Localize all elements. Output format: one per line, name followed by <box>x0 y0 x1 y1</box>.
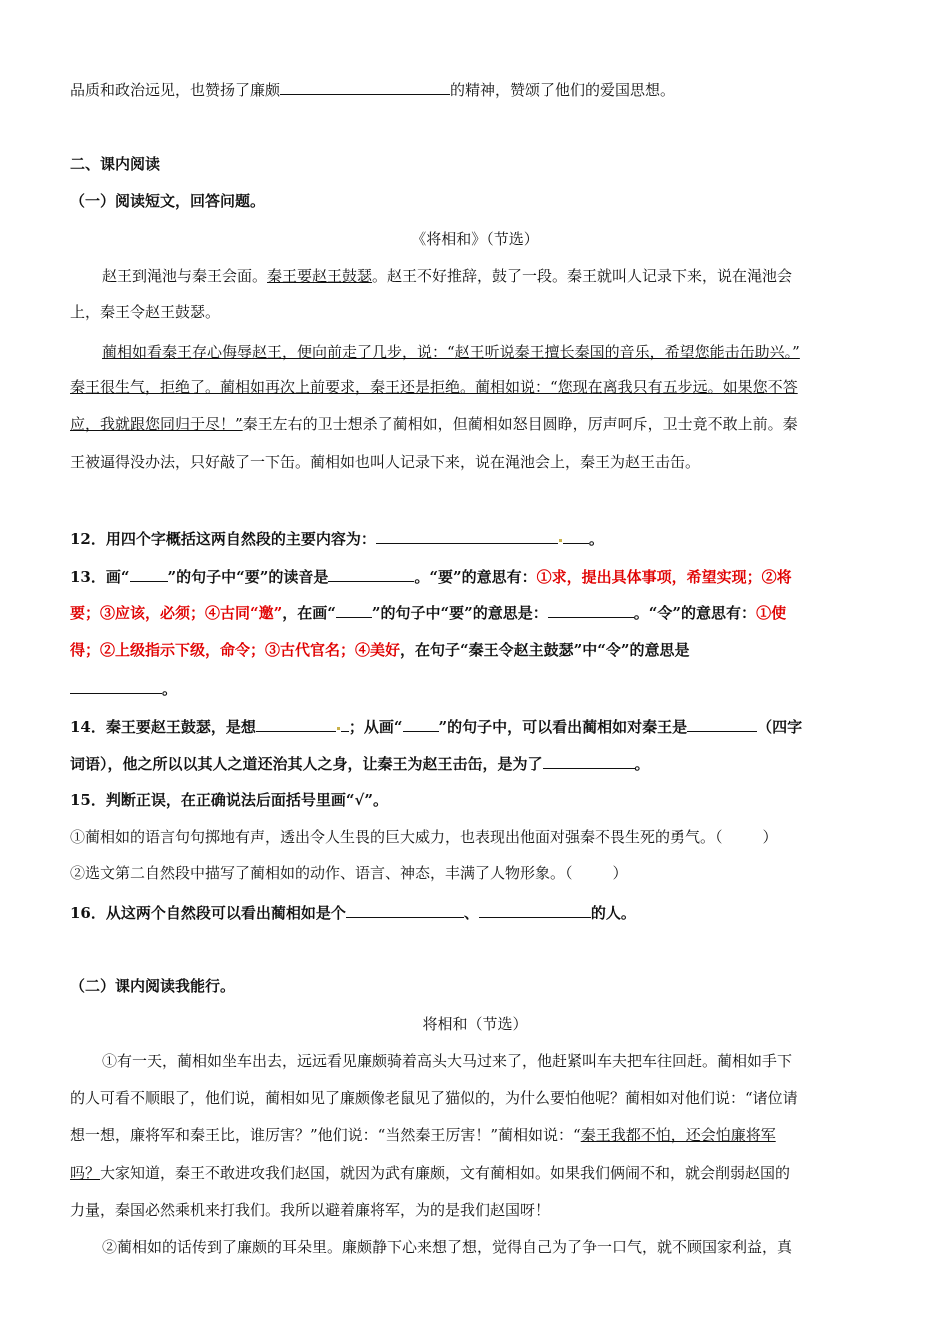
answer-blank[interactable] <box>336 601 372 618</box>
passage-3-line-1: ①有一天，蔺相如坐车出去，远远看见廉颇骑着高头大马过来了，他赶紧叫车夫把车往回赶。蔺相如手下 <box>102 1052 793 1070</box>
question-14-line-1: 14．秦王要赵王鼓瑟，是想 ；从画“ ”的句子中，可以看出蔺相如对秦王是 （四字 <box>70 715 880 738</box>
answer-blank[interactable] <box>376 527 558 544</box>
underlined-sentence: 吗？ <box>70 1164 101 1182</box>
passage-3-line-5: 力量，秦国必然乘机来打我们。我所以避着廉将军，为的是我们赵国呀！ <box>70 1201 551 1219</box>
question-13-line-4: 。 <box>70 677 880 700</box>
underlined-sentence: 秦王要赵王鼓瑟 <box>267 267 373 285</box>
question-13-line-2: 要；③应该，必须；④古同“邀”，在画“ ”的句子中“要”的意思是： 。“令”的意思有：①使 <box>70 601 880 624</box>
subsection-heading-2: （二）课内阅读我能行。 <box>70 977 236 995</box>
intro-line: 品质和政治远见，也赞扬了廉颇 的精神，赞颂了他们的爱国思想。 <box>70 78 880 101</box>
answer-blank[interactable] <box>70 677 162 694</box>
answer-blank[interactable] <box>543 752 635 769</box>
passage-2-line-1 <box>102 341 880 363</box>
passage-title-2: 将相和（节选） <box>422 1015 528 1033</box>
question-13-line-3: 得；②上级指示下级，命令；③古代官名；④美好，在句子“秦王令赵主鼓瑟”中“令”的意思是 <box>70 641 690 659</box>
question-14-line-2: 词语），他之所以以其人之道还治其人之身，让秦王为赵王击缶，是为了 。 <box>70 752 880 775</box>
underlined-sentence: 秦王很生气，拒绝了。蔺相如再次上前要求，秦王还是拒绝。蔺相如说：“您现在离我只有五步远。如果您不答 <box>70 378 798 396</box>
section-heading: 二、课内阅读 <box>70 155 161 173</box>
passage-4-line-1: ②蔺相如的话传到了廉颇的耳朵里。廉颇静下心来想了想，觉得自己为了争一口气，就不顾国家利益，真 <box>102 1238 793 1256</box>
dot-mark <box>559 539 562 542</box>
underlined-sentence: 蔺相如看秦王存心侮辱赵王，便向前走了几步，说：“赵王听说秦王擅长秦国的音乐，希望您能击缶助兴。” <box>102 343 800 361</box>
answer-blank[interactable] <box>346 901 464 918</box>
answer-blank[interactable] <box>130 565 168 582</box>
passage-3-line-2: 的人可看不顺眼了，他们说，蔺相如见了廉颇像老鼠见了猫似的，为什么要怕他呢？蔺相如对他们说：“诸位请 <box>70 1089 798 1107</box>
question-13-line-1: 13．画“ ”的句子中“要”的读音是 。“要”的意思有：①求，提出具体事项，希望实现；②将 <box>70 565 880 588</box>
passage-1-line-1: 赵王到渑池与秦王会面。秦王要赵王鼓瑟。赵王不好推辞，鼓了一段。秦王就叫人记录下来，说在渑池会 <box>102 267 793 285</box>
answer-blank[interactable] <box>256 715 336 732</box>
answer-blank[interactable] <box>479 901 591 918</box>
answer-blank[interactable] <box>687 715 757 732</box>
passage-3-line-3: 想一想，廉将军和秦王比，谁厉害？”他们说：“当然秦王厉害！”蔺相如说：“秦王我都不怕，还会怕廉将军 <box>70 1126 776 1144</box>
question-12: 12．用四个字概括这两自然段的主要内容为： 。 <box>70 527 880 550</box>
passage-title-1: 《将相和》（节选） <box>411 230 539 248</box>
answer-blank[interactable] <box>280 78 450 95</box>
question-15: 15．判断正误，在正确说法后面括号里画“√”。 <box>70 791 388 809</box>
answer-blank[interactable] <box>403 715 439 732</box>
answer-blank[interactable] <box>548 601 634 618</box>
passage-2-line-2 <box>70 376 880 398</box>
underlined-sentence: 秦王我都不怕，还会怕廉将军 <box>580 1126 776 1144</box>
passage-3-line-4: 吗？大家知道，秦王不敢进攻我们赵国，就因为武有廉颇，文有蔺相如。如果我们俩闹不和，就会削弱赵国的 <box>70 1164 791 1182</box>
passage-2-line-3: 应，我就跟您同归于尽！”秦王左右的卫士想杀了蔺相如，但蔺相如怒目圆睁，厉声呵斥，卫士竟不敢上前。秦 <box>70 415 798 433</box>
answer-blank[interactable] <box>341 715 349 732</box>
subsection-heading-1: （一）阅读短文，回答问题。 <box>70 192 266 210</box>
passage-2-line-4: 王被逼得没办法，只好敲了一下缶。蔺相如也叫人记录下来，说在渑池会上，秦王为赵王击缶。 <box>70 453 701 471</box>
dot-mark <box>337 727 340 730</box>
passage-1-line-2: 上，秦王令赵王鼓瑟。 <box>70 303 221 321</box>
answer-blank[interactable] <box>563 527 589 544</box>
question-16: 16．从这两个自然段可以看出蔺相如是个 、 的人。 <box>70 901 880 924</box>
question-15-item-1: ①蔺相如的语言句句掷地有声，透出令人生畏的巨大威力，也表现出他面对强秦不畏生死的勇气。（ ） <box>70 828 778 846</box>
question-15-item-2: ②选文第二自然段中描写了蔺相如的动作、语言、神态，丰满了人物形象。（ ） <box>70 864 628 882</box>
answer-blank[interactable] <box>328 565 414 582</box>
underlined-sentence: 应，我就跟您同归于尽！” <box>70 415 243 433</box>
